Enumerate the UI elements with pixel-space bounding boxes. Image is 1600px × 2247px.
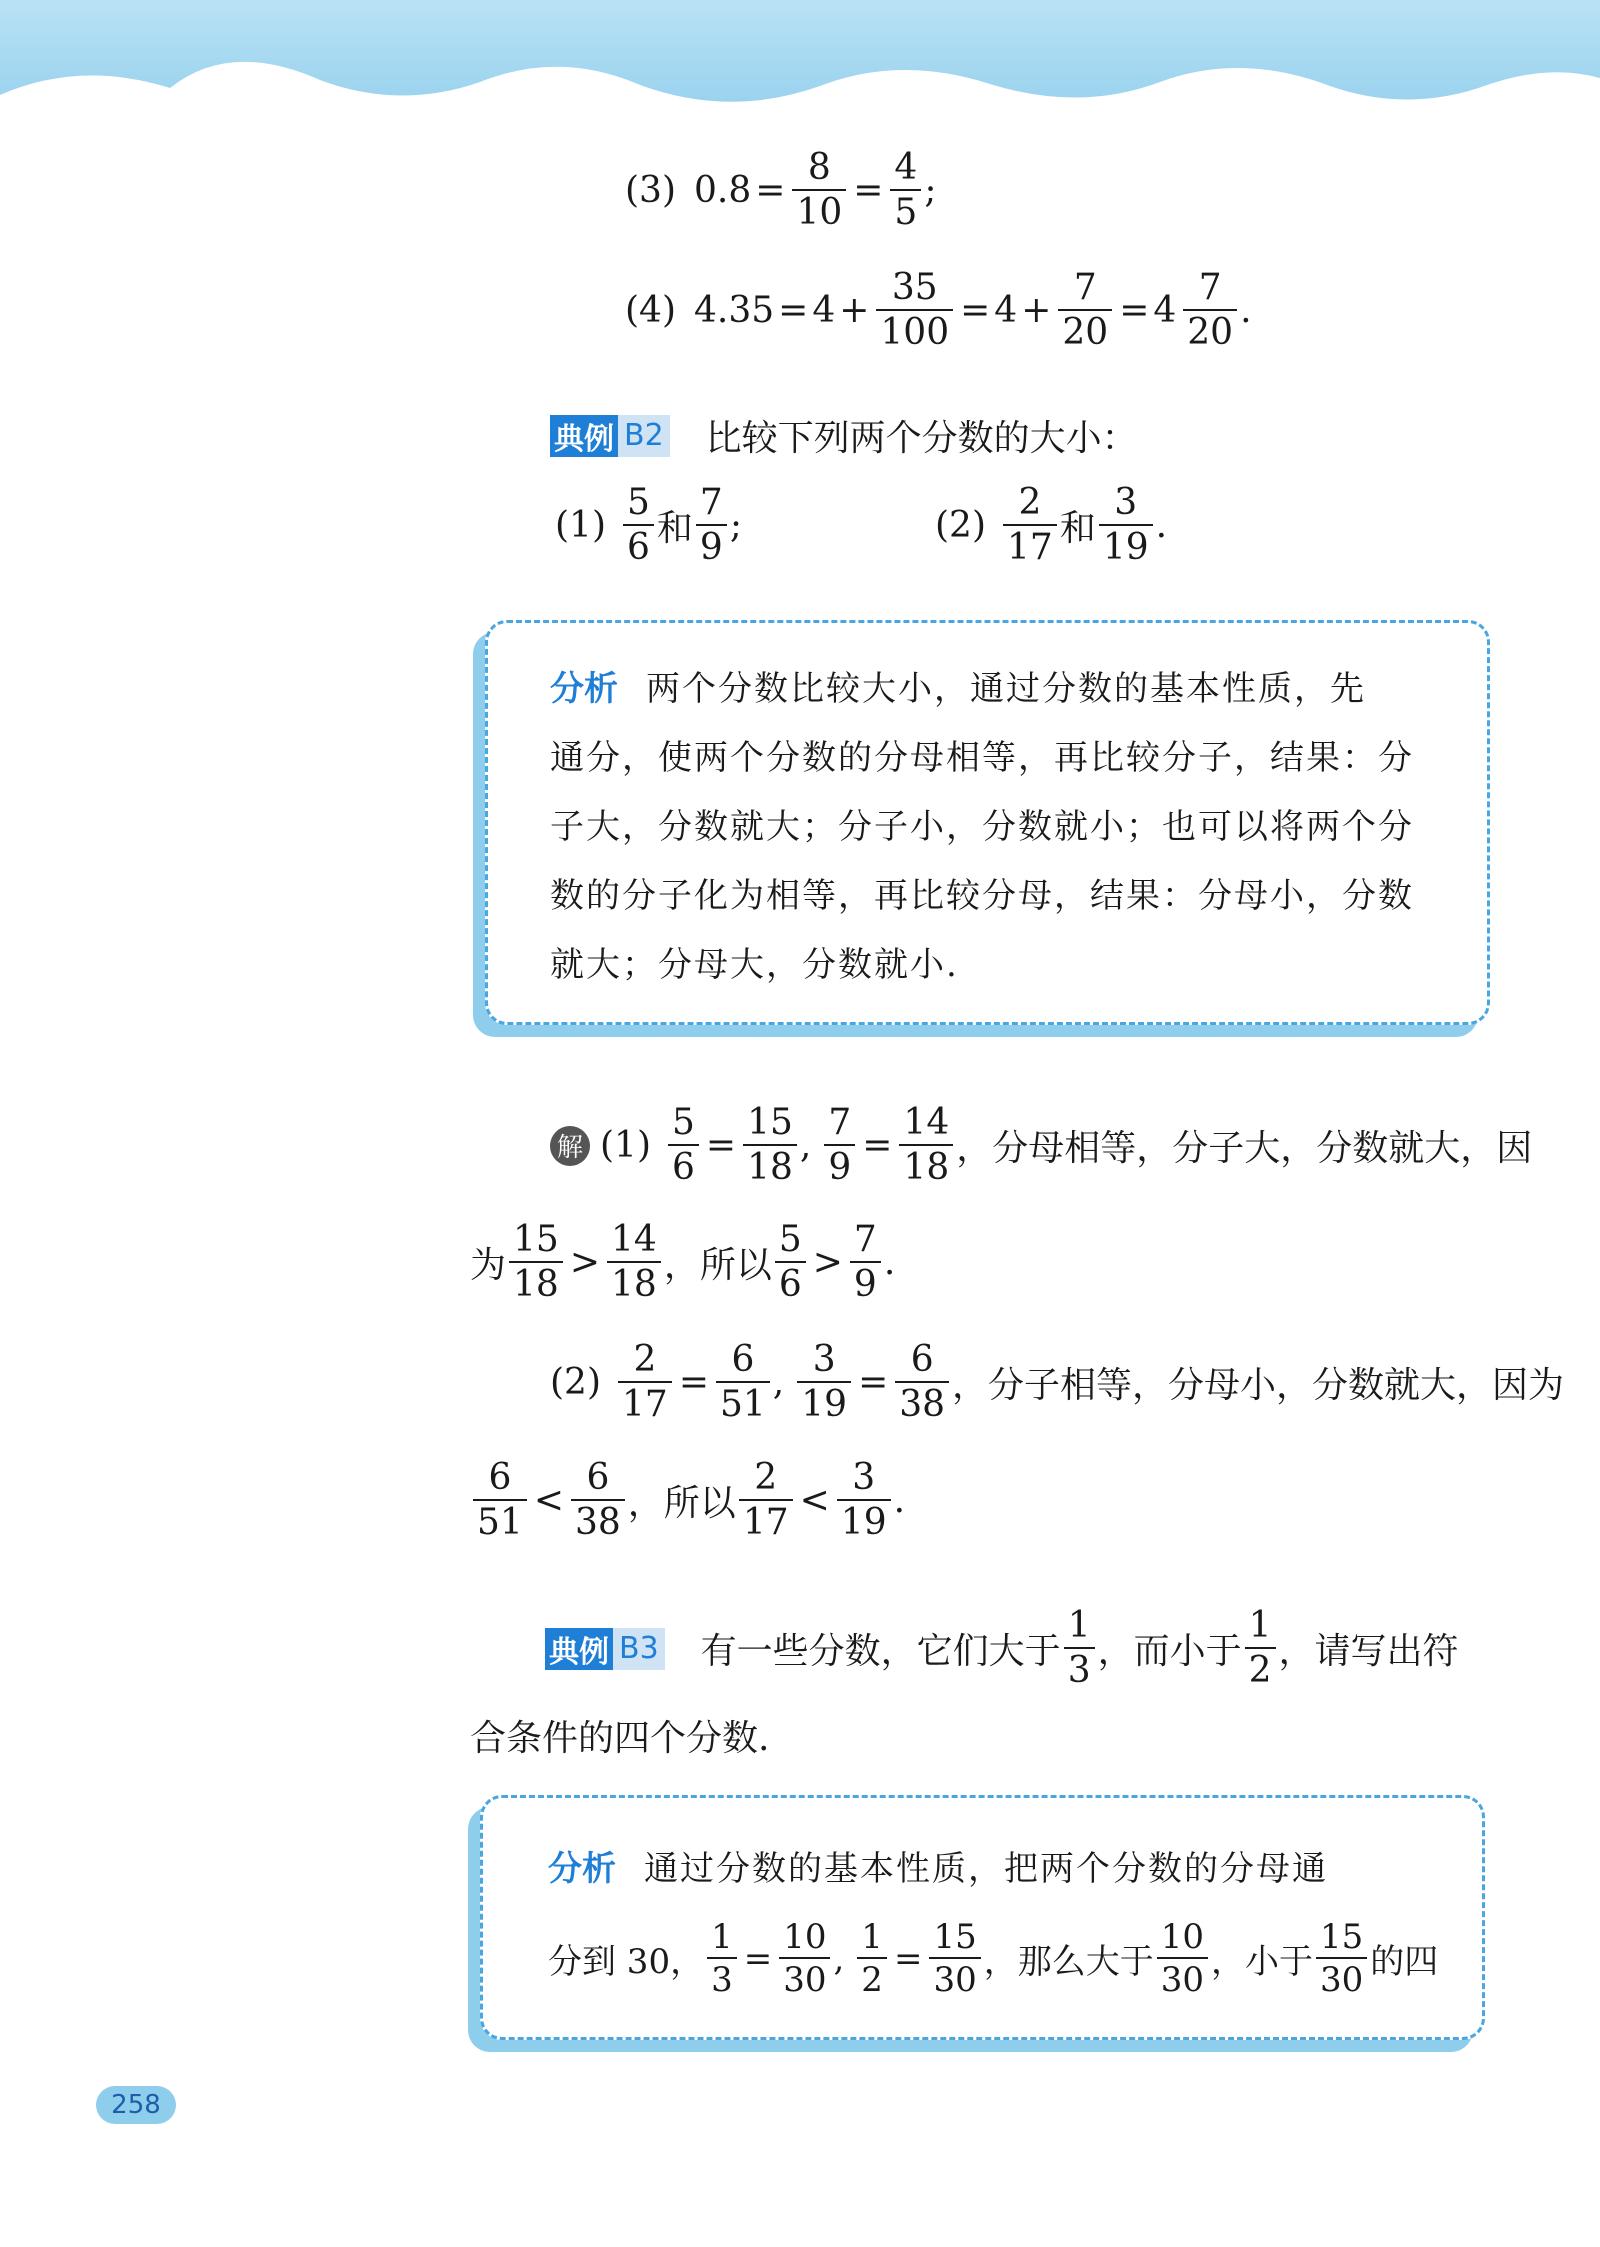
fraction [623,482,654,568]
denominator: 38 [895,1381,949,1423]
solution-b2-line-2 [470,1219,896,1305]
denominator: 18 [607,1261,661,1303]
eq3-fraction-1 [792,147,846,233]
equals-sign: = [862,1125,893,1166]
analysis-b3-line-2 [548,1917,1439,2000]
analysis-line-text: 分到 30， [548,1942,705,1982]
numerator: 7 [1198,267,1222,308]
example-b2-part-2 [935,482,1168,568]
equals-sign: = [705,1125,737,1166]
plus-sign: + [1021,290,1052,331]
analysis-line-text: ，小于 [1210,1942,1313,1982]
numerator: 7 [1073,267,1097,308]
equation-4 [625,267,1252,353]
fraction [1157,1917,1208,2000]
analysis-b2-text [550,655,1414,1000]
numerator: 5 [672,1102,695,1143]
denominator: 17 [739,1499,793,1541]
solution-badge: 解 [550,1126,590,1166]
page-number: 258 [96,2086,176,2124]
plus-sign: + [839,290,870,331]
fraction [607,1219,661,1305]
denominator: 9 [696,524,727,566]
fraction [779,1917,830,2000]
fraction [899,1102,953,1188]
fraction [668,1102,699,1188]
fraction [837,1457,891,1543]
example-b3-text: 有一些分数，它们大于 [700,1631,1061,1672]
analysis-line: 就大；分母大，分数就小. [550,945,959,985]
solution-end: . [893,1480,906,1521]
denominator: 20 [1058,309,1112,351]
solution-end: . [883,1242,896,1283]
fraction [743,1102,797,1188]
fraction [797,1339,851,1425]
fraction [571,1457,625,1543]
solution-b2-line-1 [550,1102,1533,1188]
eq4-label: (4) [625,290,676,331]
numerator: 2 [1018,482,1042,523]
numerator: 15 [1319,1917,1364,1957]
example-tag [550,415,670,457]
denominator: 17 [618,1381,672,1423]
denominator: 51 [473,1499,527,1541]
eq4-end: . [1240,290,1252,331]
equals-sign: = [755,170,786,211]
denominator: 30 [1157,1957,1208,1997]
numerator: 7 [828,1102,852,1143]
analysis-line [550,655,1414,724]
fraction [1003,482,1057,568]
fraction [696,482,727,568]
fraction [1245,1605,1276,1691]
eq4-fraction-3 [1183,267,1237,353]
comma: , [772,1362,785,1403]
numerator: 6 [488,1457,512,1498]
eq3-label: (3) [625,170,676,211]
equals-sign: = [960,290,991,331]
example-tag [545,1628,665,1670]
fraction [716,1339,770,1425]
comma: , [833,1938,845,1979]
solution-text: ，所以 [663,1245,772,1286]
analysis-line: 子大，分数就大；分子小，分数就小；也可以将两个分 [550,807,1414,847]
numerator: 5 [778,1219,802,1260]
example-tag-label: 典例 [545,1628,613,1670]
denominator: 2 [1245,1647,1276,1689]
numerator: 7 [853,1219,877,1260]
header-sky-band [0,0,1600,140]
equation-3 [625,147,937,233]
example-b2-part-1 [555,482,742,568]
numerator: 6 [731,1339,755,1380]
eq4-fraction-1 [876,267,953,353]
denominator: 18 [899,1144,953,1186]
denominator: 100 [876,309,953,351]
denominator: 5 [890,189,921,231]
denominator: 38 [571,1499,625,1541]
analysis-line-text: ，那么大于 [983,1942,1154,1982]
and-word: 和 [1059,508,1096,549]
equals-sign: = [678,1362,709,1403]
fraction [1064,1605,1095,1691]
solution-text: ，分母相等，分子大，分数就大，因 [956,1128,1533,1169]
equals-sign: = [853,170,884,211]
numerator: 2 [633,1339,657,1380]
denominator: 30 [929,1957,980,1997]
numerator: 1 [1067,1605,1091,1646]
eq4-lhs: 4.35 [694,290,775,331]
equals-sign: = [893,1938,923,1979]
fraction [857,1917,887,2000]
eq3-lhs: 0.8 [694,170,752,211]
denominator: 20 [1183,309,1237,351]
fraction [1316,1917,1367,2000]
example-b3-text: ，请写出符 [1278,1631,1459,1672]
solution-b2-line-3 [550,1339,1565,1425]
solution-text: ，分子相等，分母小，分数就大，因为 [952,1365,1565,1406]
numerator: 1 [711,1917,733,1957]
numerator: 1 [1248,1605,1272,1646]
denominator: 6 [623,524,654,566]
comma: , [799,1125,812,1166]
analysis-keyword: 分析 [548,1849,616,1889]
fraction [618,1339,672,1425]
numerator: 10 [783,1917,827,1957]
example-b3-text: ，而小于 [1097,1631,1242,1672]
analysis-keyword: 分析 [550,669,618,709]
numerator: 3 [1114,482,1138,523]
part-label: (1) [600,1125,651,1166]
numerator: 10 [1160,1917,1204,1957]
fraction [775,1219,806,1305]
example-b2-text: 比较下列两个分数的大小： [705,418,1138,459]
example-b3-text: 合条件的四个分数. [470,1718,770,1759]
example-tag-number: B3 [613,1628,665,1670]
fraction [895,1339,949,1425]
equals-sign: = [778,290,809,331]
numerator: 6 [586,1457,610,1498]
less-than-sign: < [533,1480,564,1521]
numerator: 15 [513,1219,559,1260]
part-end: . [1155,505,1168,546]
numerator: 8 [807,147,831,188]
eq4-whole: 4 [812,290,836,331]
analysis-line-text: 两个分数比较大小，通过分数的基本性质，先 [646,669,1366,709]
numerator: 5 [627,482,650,523]
part-label: (2) [935,505,986,546]
denominator: 19 [797,1381,851,1423]
solution-text: ，所以 [627,1483,736,1524]
example-tag-number: B2 [618,415,670,457]
and-word: 和 [656,508,693,549]
denominator: 3 [707,1957,737,1997]
denominator: 30 [779,1957,830,1997]
denominator: 6 [775,1261,806,1303]
part-label: (2) [550,1362,601,1403]
numerator: 15 [747,1102,793,1143]
eq3-fraction-2 [890,147,921,233]
denominator: 9 [824,1144,855,1186]
denominator: 18 [509,1261,563,1303]
numerator: 35 [891,267,938,308]
eq4-fraction-2 [1058,267,1112,353]
example-tag-label: 典例 [550,415,618,457]
greater-than-sign: > [812,1242,843,1283]
denominator: 19 [1099,524,1153,566]
equals-sign: = [743,1938,773,1979]
numerator: 3 [852,1457,876,1498]
solution-b2-line-4 [470,1457,906,1543]
numerator: 14 [611,1219,657,1260]
denominator: 10 [792,189,846,231]
numerator: 2 [754,1457,778,1498]
denominator: 2 [857,1957,887,1997]
fraction [850,1219,881,1305]
numerator: 4 [894,147,918,188]
analysis-b3-line-1 [548,1835,1328,1904]
fraction [824,1102,855,1188]
denominator: 18 [743,1144,797,1186]
fraction [1099,482,1153,568]
denominator: 17 [1003,524,1057,566]
numerator: 3 [812,1339,836,1380]
example-b3-heading [545,1605,1459,1691]
solution-text: 为 [470,1245,507,1286]
fraction [739,1457,793,1543]
example-b3-line-2 [470,1710,769,1761]
equals-sign: = [1119,290,1150,331]
fraction [707,1917,737,2000]
eq4-whole: 4 [1153,290,1177,331]
denominator: 6 [668,1144,699,1186]
analysis-line: 数的分子化为相等，再比较分母，结果：分母小，分数 [550,876,1414,916]
analysis-line: 通分，使两个分数的分母相等，再比较分子，结果：分 [550,738,1414,778]
denominator: 3 [1064,1647,1095,1689]
denominator: 30 [1316,1957,1367,1997]
numerator: 14 [903,1102,950,1143]
fraction [473,1457,527,1543]
numerator: 15 [933,1917,977,1957]
fraction [929,1917,980,2000]
numerator: 1 [861,1917,883,1957]
numerator: 6 [910,1339,934,1380]
part-label: (1) [555,505,606,546]
eq3-end: ; [924,170,937,211]
less-than-sign: < [799,1480,830,1521]
fraction [509,1219,563,1305]
denominator: 19 [837,1499,891,1541]
part-end: ; [729,505,742,546]
greater-than-sign: > [569,1242,600,1283]
equals-sign: = [858,1362,889,1403]
denominator: 51 [716,1381,770,1423]
analysis-line-text: 通过分数的基本性质，把两个分数的分母通 [644,1849,1328,1889]
numerator: 7 [699,482,723,523]
eq4-whole: 4 [994,290,1018,331]
denominator: 9 [850,1261,881,1303]
analysis-line-text: 的四 [1370,1942,1439,1982]
example-b2-heading [550,410,1138,461]
